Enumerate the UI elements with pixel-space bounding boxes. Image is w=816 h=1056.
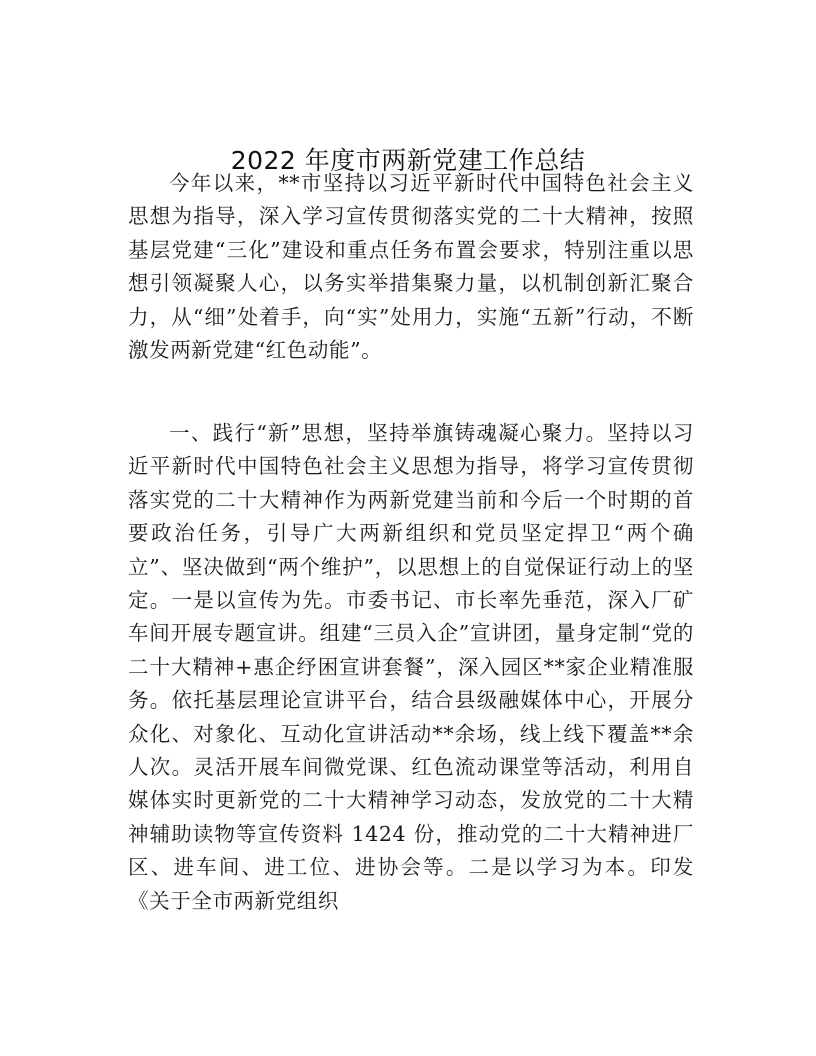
paragraph-section-one: 一、践行“新”思想，坚持举旗铸魂凝心聚力。坚持以习近平新时代中国特色社会主义思想为指导，将学习宣传贯彻落实党的二十大精神作为两新党建当前和今后一个时期的首要政治任务，引导广大两新组织和党员坚定捍卫“两个确立”、坚决做到“两个维护”，以思想上的自觉保证行动上的坚定。一是以宣传为先。市委书记、市长率先垂范，深入厂矿车间开展专题宣讲。组建“三员入企”宣讲团，量身定制“党的二十大精神+惠企纾困宣讲套餐”，深入园区**家企业精准服务。依托基层理论宣讲平台，结合县级融媒体中心，开展分众化、对象化、互动化宣讲活动**余场，线上线下覆盖**余人次。灵活开展车间微党课、红色流动课堂等活动，利用自媒体实时更新党的二十大精神学习动态，发放党的二十大精神辅助读物等宣传资料 1424 份，推动党的二十大精神进厂区、进车间、进工位、进协会等。二是以学习为本。印发《关于全市两新党组织 [128,421,694,913]
document-title: 2022 年度市两新党建工作总结 [230,146,586,175]
paragraph-intro: 今年以来，**市坚持以习近平新时代中国特色社会主义思想为指导，深入学习宣传贯彻落实党的二十大精神，按照基层党建“三化”建设和重点任务布置会要求，特别注重以思想引领凝聚人心，以务实举措集聚力量，以机制创新汇聚合力，从“细”处着手，向“实”处用力，实施“五新”行动，不断激发两新党建“红色动能”。 [128,171,694,363]
